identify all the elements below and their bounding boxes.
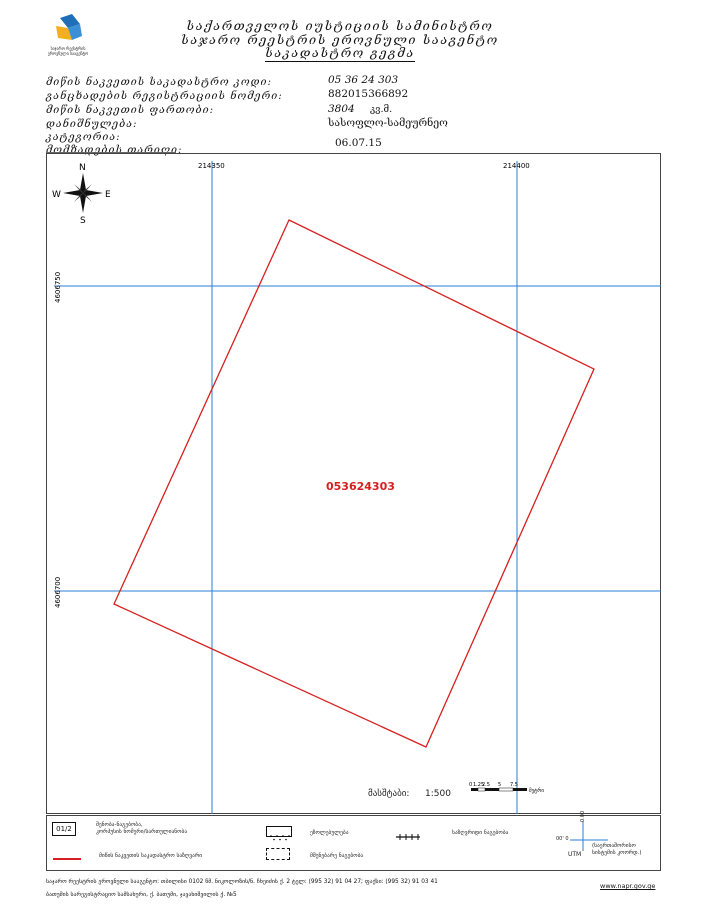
info-label-registration: განცხადების რეგისტრაციის ნომერი:	[46, 90, 283, 102]
logo-caption: საჯარო რეესტრის ეროვნული სააგენტო	[47, 46, 89, 56]
footer-address: საჯარო რეესტრის ეროვნული სააგენტო: თბილისი 0102 წმ. ნიკოლოზის/ნ. ჩხეიძის ქ. 2 ტელ: (995 32) 91 04 27; ფაქსი: (995 32) 91 03 41	[46, 879, 438, 885]
compass-w: W	[52, 190, 61, 200]
legend-fence-symbol	[396, 826, 420, 845]
info-label-purpose: დანიშნულება:	[46, 118, 138, 130]
compass-n: N	[79, 163, 86, 173]
scale-label: მასშტაბი:	[368, 789, 410, 799]
compass-s: S	[80, 216, 86, 226]
legend-parcel-line-symbol	[53, 858, 81, 860]
grid-label-y-2: 4606700	[54, 576, 62, 608]
scale-bar	[469, 782, 544, 794]
scalebar-tick-3: 5	[498, 782, 502, 788]
parcel-label: 053624303	[326, 480, 395, 493]
website-link[interactable]: www.napr.gov.ge	[600, 882, 656, 890]
cadastral-map	[46, 153, 661, 818]
grid-label-y-1: 4606750	[54, 271, 62, 303]
legend-temp-building-symbol	[266, 848, 290, 860]
legend-utm-desc-2: სისტემის კოორდ.)	[592, 850, 642, 856]
compass-rose-icon	[52, 163, 111, 226]
info-label-area: მიწის ნაკვეთის ფართობი:	[46, 104, 215, 116]
legend-yard-symbol	[266, 826, 292, 837]
agency-title: საჯარო რეესტრის ეროვნული სააგენტო	[181, 32, 499, 47]
legend-building-text-2: კორპუსის ნომერი/სართულიანობა	[96, 829, 188, 835]
legend-temp-building-text: მშენებარე ნაგებობა	[310, 853, 364, 859]
info-value-registration: 882015366892	[328, 88, 409, 100]
scalebar-unit: მეტრი	[529, 788, 544, 794]
info-value-area: 3804	[328, 103, 355, 115]
info-label-date: მომზადების თარიღი:	[46, 144, 183, 156]
info-label-cadastral-code: მიწის ნაკვეთის საკადასტრო კოდი:	[46, 76, 272, 88]
document-title	[160, 45, 520, 60]
legend-yard-text: ეზოლებულება	[310, 830, 349, 836]
grid-label-x-2: 214400	[503, 162, 530, 170]
legend-utm-x: 00' 0	[556, 836, 569, 842]
info-value-cadastral-code: 05 36 24 303	[328, 74, 399, 86]
legend-utm-y: 0.00	[580, 810, 586, 822]
info-value-area-unit: კვ.მ.	[370, 104, 393, 115]
legend-utm-desc-1: (საერთაშორისო	[592, 843, 636, 849]
grid-label-x-1: 214350	[198, 162, 225, 170]
footer-office: ბათუმის სარეგისტრაციო სამსახური, ქ. ბათუმი, ჯავახიშვილის ქ. №5	[46, 892, 237, 898]
legend-parcel-line-text: მიწის ნაკვეთის საკადასტრო საზღვარი	[99, 853, 203, 859]
scalebar-tick-4: 7.5	[510, 782, 518, 788]
document-title-text: საკადასტრო გეგმა	[265, 45, 415, 60]
compass-e: E	[105, 190, 111, 200]
legend-building-code-sample: 01/2	[52, 822, 76, 836]
scale-value: 1:500	[425, 789, 451, 799]
scalebar-tick-1: 1.25	[473, 782, 485, 788]
ministry-title: საქართველოს იუსტიციის სამინისტრო	[186, 18, 494, 33]
legend-building-text-1: შენობა-ნაგებობა,	[96, 822, 143, 828]
scalebar-tick-0: 0	[469, 782, 473, 788]
legend-fence-text: საზღვრიდი ნაგებობა	[452, 830, 509, 836]
info-label-category: კატეგორია:	[46, 131, 121, 143]
scalebar-tick-2: 2.5	[482, 782, 490, 788]
info-value-date: 06.07.15	[335, 137, 382, 149]
legend-utm-label: UTM	[568, 851, 582, 858]
info-value-purpose: სასოფლო-სამეურნეო	[328, 117, 448, 129]
